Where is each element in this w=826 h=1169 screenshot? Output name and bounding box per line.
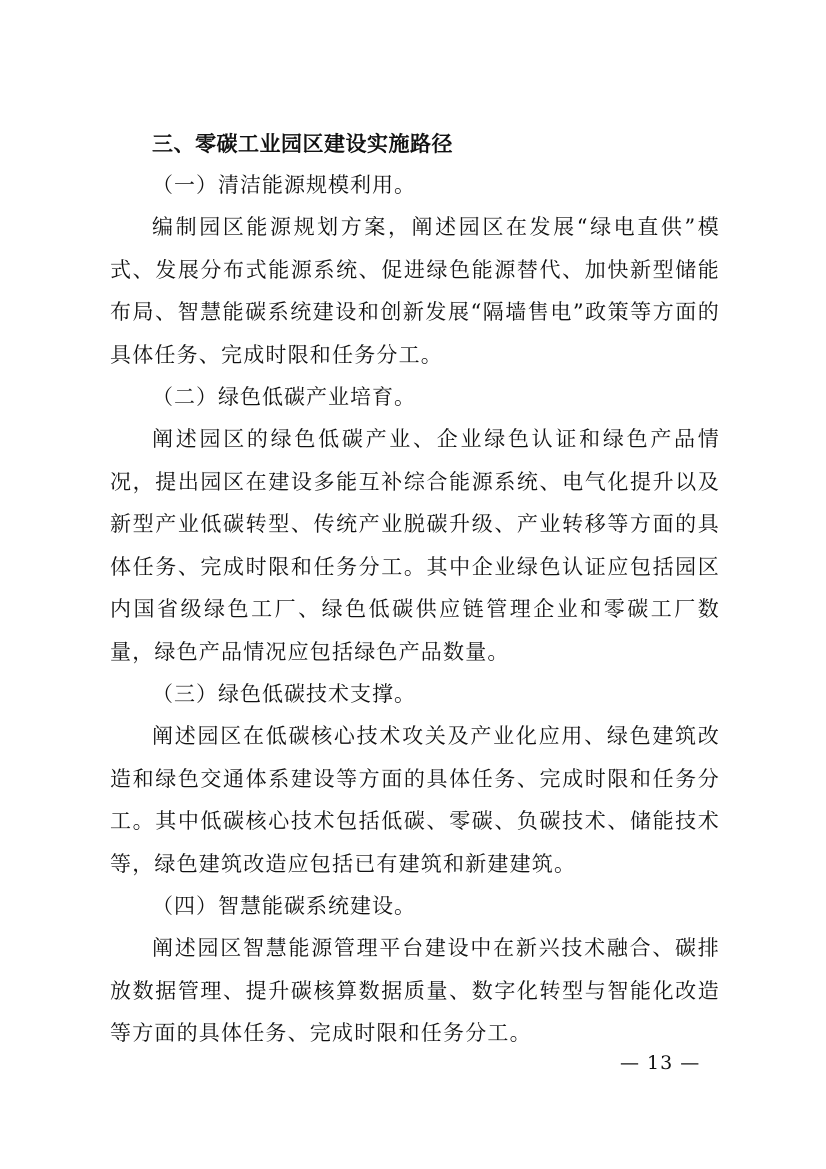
subsection-heading-4: （四）智慧能碳系统建设。 xyxy=(152,894,416,918)
subsection-heading-1: （一）清洁能源规模利用。 xyxy=(152,173,416,197)
section-title: 三、零碳工业园区建设实施路径 xyxy=(152,132,453,156)
paragraph-2: 阐述园区的绿色低碳产业、企业绿色认证和绿色产品情况，提出园区在建设多能互补综合能源系统、电气化提升以及新型产业低碳转型、传统产业脱碳升级、产业转移等方面的具体任务、完成时限和任务分工。其中企业绿色认证应包括园区内国省级绿色工厂、绿色低碳供应链管理企业和零碳工厂数量，绿色产品情况应包括绿色产品数量。 xyxy=(110,427,720,664)
subsection-heading-3: （三）绿色低碳技术支撑。 xyxy=(152,682,416,706)
subsection-heading-2: （二）绿色低碳产业培育。 xyxy=(152,385,416,409)
page-number: — 13 — xyxy=(620,1052,701,1074)
paragraph-4: 阐述园区智慧能源管理平台建设中在新兴技术融合、碳排放数据管理、提升碳核算数据质量、数字化转型与智能化改造等方面的具体任务、完成时限和任务分工。 xyxy=(110,936,720,1045)
paragraph-1: 编制园区能源规划方案，阐述园区在发展“绿电直供”模式、发展分布式能源系统、促进绿色能源替代、加快新型储能布局、智慧能碳系统建设和创新发展“隔墙售电”政策等方面的具体任务、完成时限和任务分工。 xyxy=(110,215,720,367)
paragraph-3: 阐述园区在低碳核心技术攻关及产业化应用、绿色建筑改造和绿色交通体系建设等方面的具体任务、完成时限和任务分工。其中低碳核心技术包括低碳、零碳、负碳技术、储能技术等，绿色建筑改造应包括已有建筑和新建建筑。 xyxy=(110,724,720,876)
document-body xyxy=(110,124,720,1055)
